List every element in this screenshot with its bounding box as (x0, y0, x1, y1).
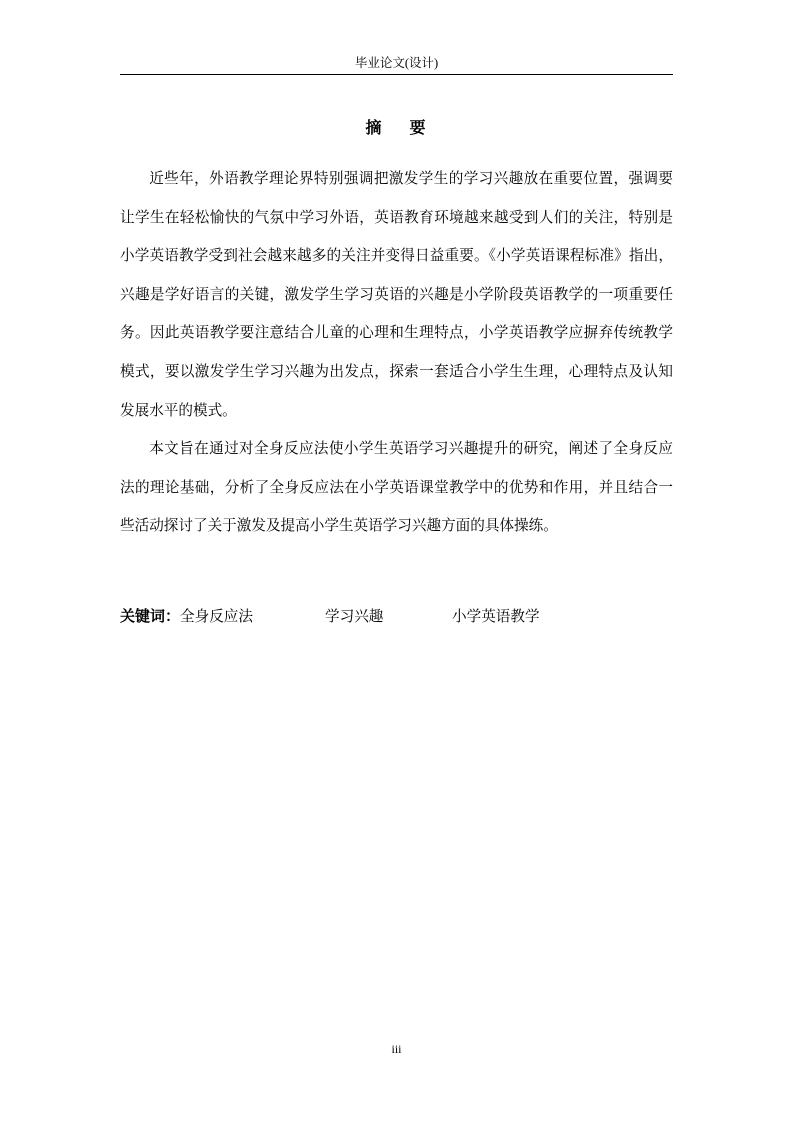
keyword-1: 全身反应法 (180, 608, 253, 625)
keywords-line (120, 602, 673, 631)
running-header-title: 毕业论文(设计) (354, 56, 439, 70)
keyword-2: 学习兴趣 (325, 608, 384, 625)
abstract-heading-part2: 要 (409, 118, 428, 137)
page-number: iii (391, 1042, 402, 1056)
abstract-paragraph-2: 本文旨在通过对全身反应法使小学生英语学习兴趣提升的研究，阐述了全身反应法的理论基础，分析了全身反应法在小学英语课堂教学中的优势和作用，并且结合一些活动探讨了关于激发及提高小学生英语学习兴趣方面的具体操练。 (120, 440, 673, 535)
abstract-heading-part1: 摘 (365, 118, 384, 137)
abstract-paragraph-1: 近些年，外语教学理论界特别强调把激发学生的学习兴趣放在重要位置，强调要让学生在轻松愉快的气氛中学习外语，英语教育环境越来越受到人们的关注，特别是小学英语教学受到社会越来越多的关注并变得日益重要。《小学英语课程标准》指出，兴趣是学好语言的关键，激发学生学习英语的兴趣是小学阶段英语教学的一项重要任务。因此英语教学要注意结合儿童的心理和生理特点，小学英语教学应摒弃传统教学模式，要以激发学生学习兴趣为出发点，探索一套适合小学生生理，心理特点及认知发展水平的模式。 (120, 170, 673, 419)
abstract-body (120, 160, 673, 546)
keywords-label: 关键词： (120, 607, 181, 625)
keyword-3: 小学英语教学 (452, 608, 540, 625)
running-header (120, 52, 673, 75)
abstract-heading (120, 116, 673, 140)
